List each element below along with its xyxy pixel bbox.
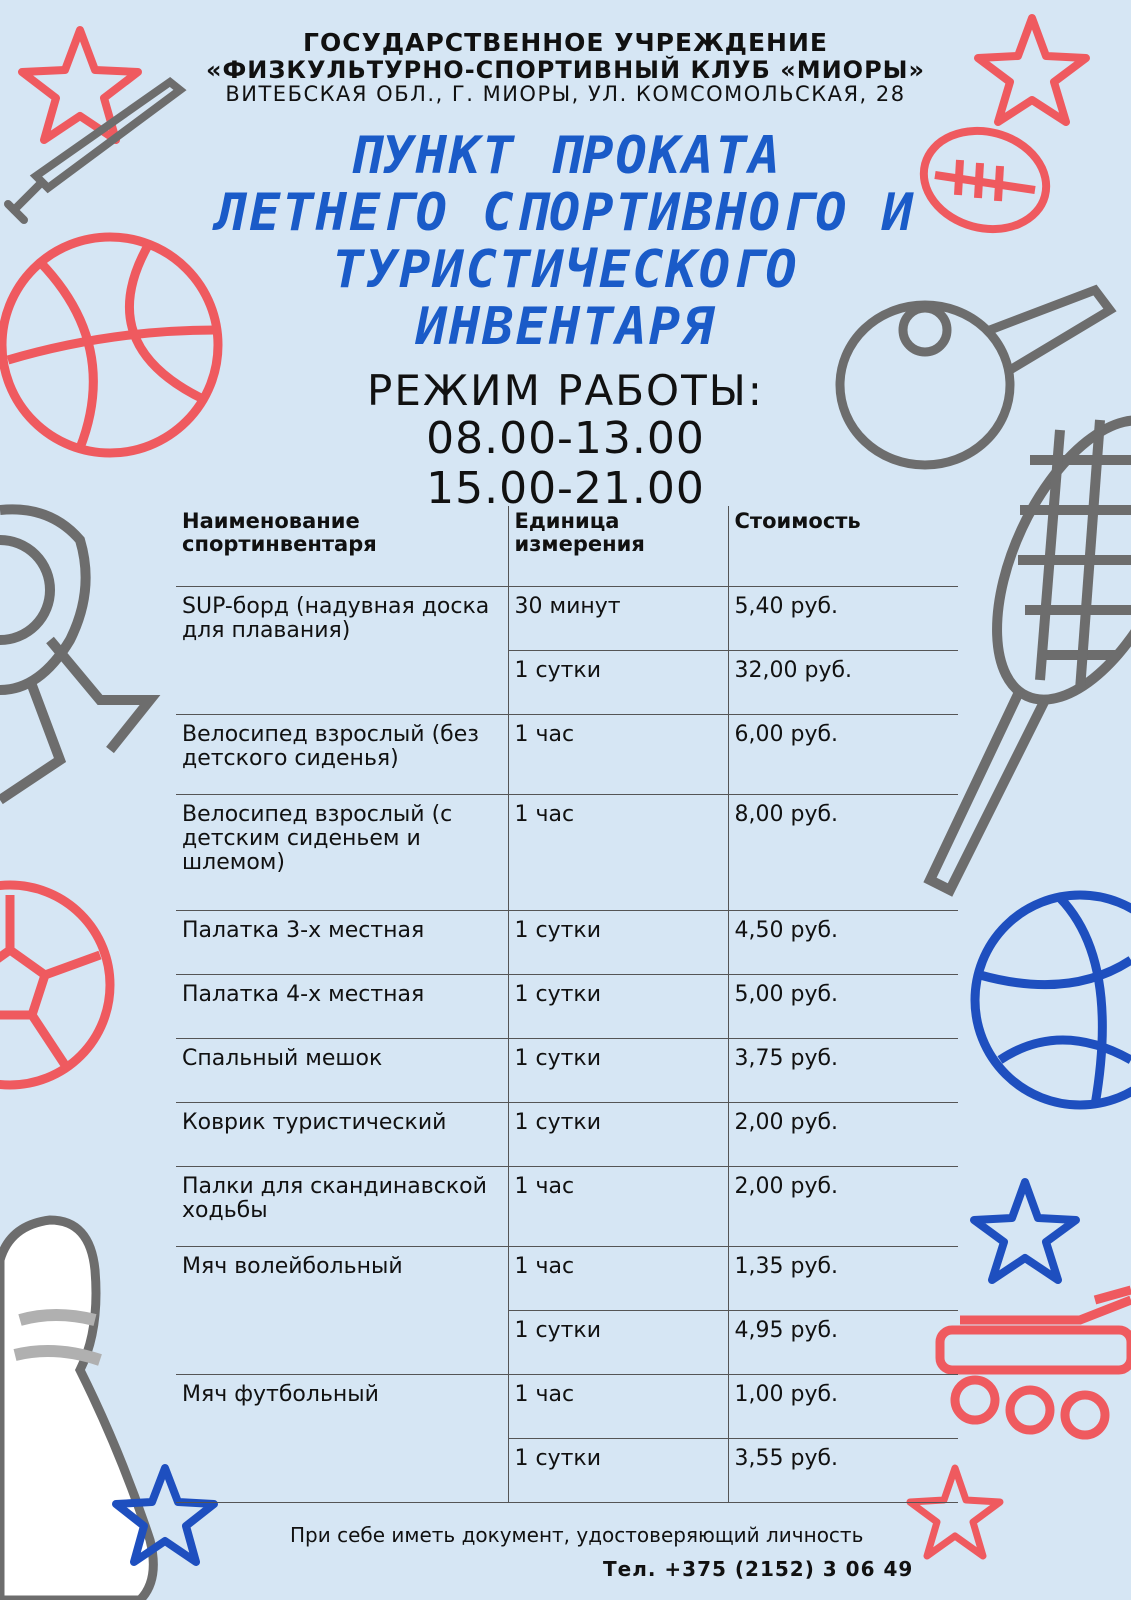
working-hours bbox=[0, 368, 1131, 514]
title-line1: ПУНКТ ПРОКАТА bbox=[349, 126, 782, 186]
item-unit: 1 час bbox=[508, 1374, 728, 1438]
item-unit: 1 час bbox=[508, 1246, 728, 1310]
medal-icon bbox=[0, 509, 150, 800]
org-address: ВИТЕБСКАЯ ОБЛ., Г. МИОРЫ, УЛ. КОМСОМОЛЬСКАЯ, 28 bbox=[225, 82, 906, 106]
star-icon bbox=[974, 1182, 1076, 1280]
column-header-item: Наименование спортинвентаря bbox=[176, 506, 508, 586]
item-unit: 1 сутки bbox=[508, 1310, 728, 1374]
document-note: При себе иметь документ, удостоверяющий личность bbox=[290, 1523, 864, 1547]
item-name: Спальный мешок bbox=[176, 1038, 508, 1102]
table-header-row bbox=[176, 506, 958, 586]
item-name: Велосипед взрослый (с детским сиденьем и шлемом) bbox=[176, 794, 508, 910]
item-name: SUP-борд (надувная доска для плавания) bbox=[176, 586, 508, 714]
table-row bbox=[176, 910, 958, 974]
price-table bbox=[176, 506, 958, 1503]
item-price: 32,00 руб. bbox=[728, 650, 958, 714]
item-unit: 1 час bbox=[508, 794, 728, 910]
item-price: 5,00 руб. bbox=[728, 974, 958, 1038]
org-name-line2: «ФИЗКУЛЬТУРНО-СПОРТИВНЫЙ КЛУБ «МИОРЫ» bbox=[205, 56, 926, 84]
item-name: Мяч волейбольный bbox=[176, 1246, 508, 1374]
item-price: 3,75 руб. bbox=[728, 1038, 958, 1102]
item-unit: 1 сутки bbox=[508, 1102, 728, 1166]
item-price: 4,95 руб. bbox=[728, 1310, 958, 1374]
item-name: Мяч футбольный bbox=[176, 1374, 508, 1502]
inline-skate-icon bbox=[940, 1290, 1131, 1435]
item-price: 8,00 руб. bbox=[728, 794, 958, 910]
item-price: 1,35 руб. bbox=[728, 1246, 958, 1310]
item-unit: 1 сутки bbox=[508, 974, 728, 1038]
soccer-ball-icon bbox=[0, 885, 110, 1085]
table-row bbox=[176, 586, 958, 650]
item-price: 4,50 руб. bbox=[728, 910, 958, 974]
item-price: 6,00 руб. bbox=[728, 714, 958, 794]
item-unit: 1 сутки bbox=[508, 1438, 728, 1502]
item-name: Коврик туристический bbox=[176, 1102, 508, 1166]
item-price: 3,55 руб. bbox=[728, 1438, 958, 1502]
item-unit: 1 сутки bbox=[508, 910, 728, 974]
table-row bbox=[176, 1374, 958, 1438]
working-hours-slot1: 08.00-13.00 bbox=[426, 413, 705, 464]
working-hours-label: РЕЖИМ РАБОТЫ: bbox=[367, 366, 764, 415]
item-unit: 1 час bbox=[508, 714, 728, 794]
volleyball-icon bbox=[975, 895, 1131, 1105]
item-unit: 1 час bbox=[508, 1166, 728, 1246]
org-name-line1: ГОСУДАРСТВЕННОЕ УЧРЕЖДЕНИЕ bbox=[303, 28, 828, 57]
phone-number: Тел. +375 (2152) 3 06 49 bbox=[603, 1557, 914, 1581]
table-row bbox=[176, 714, 958, 794]
item-price: 1,00 руб. bbox=[728, 1374, 958, 1438]
table-row bbox=[176, 1166, 958, 1246]
title-line4: ИНВЕНТАРЯ bbox=[415, 297, 716, 357]
table-row bbox=[176, 1246, 958, 1310]
column-header-price: Стоимость bbox=[728, 506, 958, 586]
item-name: Палатка 3-х местная bbox=[176, 910, 508, 974]
item-unit: 1 сутки bbox=[508, 1038, 728, 1102]
item-price: 2,00 руб. bbox=[728, 1166, 958, 1246]
item-price: 5,40 руб. bbox=[728, 586, 958, 650]
item-name: Велосипед взрослый (без детского сиденья) bbox=[176, 714, 508, 794]
table-row bbox=[176, 1038, 958, 1102]
table-row bbox=[176, 1102, 958, 1166]
item-unit: 1 сутки bbox=[508, 650, 728, 714]
table-row bbox=[176, 794, 958, 910]
table-row bbox=[176, 974, 958, 1038]
item-name: Палки для скандинавской ходьбы bbox=[176, 1166, 508, 1246]
page-title bbox=[160, 128, 971, 356]
title-line3: ТУРИСТИЧЕСКОГО bbox=[332, 240, 799, 300]
title-line2: ЛЕТНЕГО СПОРТИВНОГО И bbox=[215, 183, 916, 243]
working-hours-slot2: 15.00-21.00 bbox=[426, 463, 705, 514]
item-price: 2,00 руб. bbox=[728, 1102, 958, 1166]
item-unit: 30 минут bbox=[508, 586, 728, 650]
bowling-pin-icon bbox=[0, 1220, 153, 1600]
column-header-unit: Единица измерения bbox=[508, 506, 728, 586]
item-name: Палатка 4-х местная bbox=[176, 974, 508, 1038]
